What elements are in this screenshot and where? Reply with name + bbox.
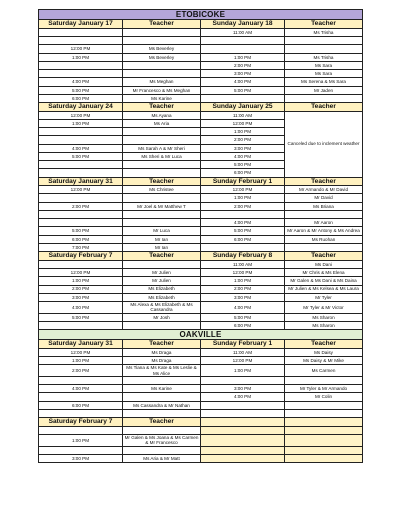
schedule-cell: 1:00 PM	[201, 128, 285, 136]
schedule-cell: 7:00 PM	[39, 243, 123, 251]
schedule-cell: 4:00 PM	[201, 152, 285, 160]
schedule-cell	[39, 409, 123, 417]
schedule-cell: 12:00 PM	[39, 186, 123, 194]
schedule-cell: Ms Beverley	[123, 53, 201, 61]
schedule-cell: Ms Sharon	[285, 313, 363, 321]
schedule-row	[39, 454, 363, 462]
schedule-cell	[123, 37, 201, 45]
schedule-cell: Mr Chris & Ms Elena	[285, 269, 363, 277]
schedule-row	[39, 385, 363, 393]
schedule-cell: Mr Francesco & Ms Meghan	[123, 86, 201, 94]
schedule-cell: 1:00 PM	[201, 194, 285, 202]
schedule-cell: Mr Tyler & Mr Victor	[285, 302, 363, 314]
schedule-cell	[201, 434, 285, 446]
schedule-cell: Ms Christee	[123, 186, 201, 194]
schedule-cell: 6:00 PM	[201, 321, 285, 329]
schedule-cell	[39, 321, 123, 329]
schedule-cell: 3:00 PM	[39, 293, 123, 301]
schedule-cell: 12:00 PM	[201, 357, 285, 365]
schedule-row	[39, 70, 363, 78]
schedule-cell	[285, 94, 363, 102]
schedule-cell: Ms Karine	[123, 94, 201, 102]
schedule-cell	[39, 128, 123, 136]
schedule-cell	[123, 260, 201, 268]
schedule-row	[39, 426, 363, 434]
schedule-cell: Mr Tyler & Mr Armando	[285, 385, 363, 393]
day-header-row	[39, 20, 363, 29]
schedule-cell: Ms Ruohan	[285, 235, 363, 243]
schedule-cell: Mr Julien & Ms Kelsea & Ms Laura	[285, 285, 363, 293]
schedule-cell	[123, 426, 201, 434]
schedule-cell: 5:00 PM	[201, 227, 285, 235]
schedule-cell	[39, 260, 123, 268]
column-header: Saturday January 17	[39, 20, 123, 29]
schedule-cell: Ms Trisha	[285, 53, 363, 61]
schedule-cell: Mr Luca	[123, 227, 201, 235]
schedule-row	[39, 202, 363, 210]
schedule-cell: 3:00 PM	[201, 385, 285, 393]
schedule-row	[39, 219, 363, 227]
schedule-cell: Mr Ian	[123, 243, 201, 251]
schedule-cell: Mr Josh	[123, 313, 201, 321]
schedule-cell	[285, 418, 363, 427]
schedule-row	[39, 186, 363, 194]
schedule-row	[39, 409, 363, 417]
column-header: Saturday February 7	[39, 418, 123, 427]
schedule-cell	[201, 243, 285, 251]
schedule-row	[39, 227, 363, 235]
schedule-cell: 4:00 PM	[201, 78, 285, 86]
schedule-cell: 4:00 PM	[201, 302, 285, 314]
schedule-cell	[201, 45, 285, 53]
column-header: Teacher	[123, 177, 201, 186]
schedule-cell: 5:00 PM	[39, 227, 123, 235]
schedule-cell: 12:00 PM	[201, 119, 285, 127]
schedule-cell: Ms Carmen	[285, 365, 363, 377]
day-header-row	[39, 252, 363, 261]
schedule-cell: 2:00 PM	[201, 202, 285, 210]
schedule-cell	[285, 409, 363, 417]
schedule-cell: 5:00 PM	[201, 161, 285, 169]
schedule-cell: Mr Colin	[285, 393, 363, 401]
schedule-cell: 5:00 PM	[39, 152, 123, 160]
schedule-row	[39, 86, 363, 94]
schedule-cell: 5:00 PM	[201, 313, 285, 321]
schedule-row	[39, 28, 363, 36]
column-header: Teacher	[285, 252, 363, 261]
schedule-cell: Mr Joel & Mr Matthew T	[123, 202, 201, 210]
schedule-cell: 4:00 PM	[39, 302, 123, 314]
schedule-cell	[201, 409, 285, 417]
schedule-cell	[201, 418, 285, 427]
schedule-cell	[39, 136, 123, 144]
schedule-cell	[285, 446, 363, 454]
schedule-cell	[123, 376, 201, 384]
schedule-cell	[201, 37, 285, 45]
schedule-cell	[123, 128, 201, 136]
schedule-cell: 6:00 PM	[39, 94, 123, 102]
schedule-cell: 11:00 AM	[201, 348, 285, 356]
schedule-cell: Mr Jaden	[285, 86, 363, 94]
column-header: Teacher	[285, 177, 363, 186]
schedule-cell	[285, 376, 363, 384]
schedule-cell	[201, 94, 285, 102]
schedule-cell: 2:00 PM	[39, 285, 123, 293]
schedule-cell: Mr Tyler	[285, 293, 363, 301]
schedule-cell: Ms Aria	[123, 119, 201, 127]
schedule-cell: 3:00 PM	[201, 144, 285, 152]
schedule-row	[39, 53, 363, 61]
column-header: Sunday January 25	[201, 103, 285, 112]
schedule-cell	[123, 194, 201, 202]
schedule-cell: Ms Ayana	[123, 111, 201, 119]
schedule-row	[39, 393, 363, 401]
schedule-cell	[201, 401, 285, 409]
column-header: Sunday January 18	[201, 20, 285, 29]
schedule-cell: 4:00 PM	[39, 78, 123, 86]
schedule-row	[39, 357, 363, 365]
schedule-cell	[123, 219, 201, 227]
schedule-cell: 3:00 PM	[201, 293, 285, 301]
schedule-cell: 3:00 PM	[201, 70, 285, 78]
schedule-cell: 4:00 PM	[39, 385, 123, 393]
schedule-cell	[39, 219, 123, 227]
schedule-row	[39, 401, 363, 409]
schedule-cell	[201, 376, 285, 384]
schedule-cell: 1:00 PM	[39, 119, 123, 127]
schedule-cell: Canceled due to inclement weather	[285, 111, 363, 177]
column-header: Saturday January 31	[39, 340, 123, 349]
schedule-cell: Ms Briana	[285, 202, 363, 210]
schedule-cell	[285, 401, 363, 409]
schedule-cell: Ms Beverley	[123, 45, 201, 53]
schedule-cell	[39, 161, 123, 169]
schedule-table	[38, 9, 363, 463]
schedule-cell: Ms Dani	[285, 260, 363, 268]
schedule-cell	[285, 243, 363, 251]
schedule-cell	[285, 434, 363, 446]
schedule-row	[39, 45, 363, 53]
schedule-row	[39, 37, 363, 45]
schedule-cell	[285, 37, 363, 45]
schedule-row	[39, 260, 363, 268]
schedule-cell	[39, 61, 123, 69]
schedule-cell: 3:00 PM	[39, 454, 123, 462]
schedule-row	[39, 78, 363, 86]
schedule-row	[39, 111, 363, 119]
schedule-cell: 11:00 AM	[201, 111, 285, 119]
column-header: Saturday January 24	[39, 103, 123, 112]
schedule-cell	[39, 169, 123, 177]
schedule-cell: 1:00 PM	[39, 277, 123, 285]
schedule-cell: 2:00 PM	[201, 285, 285, 293]
column-header: Sunday February 1	[201, 340, 285, 349]
schedule-cell: Ms Tiana & Ms Kate & Ms Leslie & Ms Alice	[123, 365, 201, 377]
schedule-cell: Ms Sharon	[285, 321, 363, 329]
schedule-cell	[39, 426, 123, 434]
schedule-row	[39, 446, 363, 454]
schedule-cell: 1:00 PM	[39, 357, 123, 365]
schedule-cell	[39, 70, 123, 78]
schedule-cell: 2:00 PM	[39, 365, 123, 377]
schedule-cell: 11:00 AM	[201, 28, 285, 36]
schedule-cell: Mr Galen & Ms Joana & Ms Carmen & Mr Francesco	[123, 434, 201, 446]
schedule-row	[39, 376, 363, 384]
schedule-cell	[285, 210, 363, 218]
schedule-cell: 12:00 PM	[39, 269, 123, 277]
schedule-cell: 4:00 PM	[201, 393, 285, 401]
schedule-cell: 1:00 PM	[201, 365, 285, 377]
day-header-row	[39, 103, 363, 112]
schedule-row	[39, 235, 363, 243]
schedule-cell: 12:00 PM	[39, 111, 123, 119]
schedule-cell	[39, 37, 123, 45]
schedule-row	[39, 243, 363, 251]
schedule-cell: 1:00 PM	[201, 53, 285, 61]
schedule-cell: 4:00 PM	[201, 219, 285, 227]
schedule-cell	[123, 70, 201, 78]
schedule-cell: Mr Ian	[123, 235, 201, 243]
location-title: ETOBICOKE	[39, 10, 363, 20]
schedule-cell: 5:00 PM	[39, 86, 123, 94]
schedule-cell	[123, 161, 201, 169]
schedule-cell: Ms Daisy & Mr Mike	[285, 357, 363, 365]
schedule-cell: 4:00 PM	[39, 144, 123, 152]
schedule-cell: Ms Daisy	[285, 348, 363, 356]
schedule-cell: 2:00 PM	[39, 202, 123, 210]
schedule-cell: Mr David	[285, 194, 363, 202]
schedule-cell: Ms Meghan	[123, 78, 201, 86]
schedule-cell: 5:00 PM	[39, 313, 123, 321]
schedule-row	[39, 293, 363, 301]
schedule-cell: Ms Elizabeth	[123, 285, 201, 293]
schedule-cell: 6:00 PM	[201, 235, 285, 243]
schedule-cell	[123, 136, 201, 144]
schedule-cell: Mr Aaron & Mr Antony & Ms Andrea	[285, 227, 363, 235]
schedule-cell: 1:00 PM	[201, 277, 285, 285]
schedule-cell: 2:00 PM	[201, 136, 285, 144]
column-header: Teacher	[123, 103, 201, 112]
schedule-cell	[201, 210, 285, 218]
column-header: Saturday January 31	[39, 177, 123, 186]
location-banner	[39, 330, 363, 340]
schedule-cell: Ms Karine	[123, 385, 201, 393]
column-header: Sunday February 8	[201, 252, 285, 261]
schedule-cell	[123, 446, 201, 454]
schedule-cell	[285, 45, 363, 53]
schedule-cell	[39, 210, 123, 218]
column-header: Saturday February 7	[39, 252, 123, 261]
schedule-cell	[285, 454, 363, 462]
schedule-cell	[285, 426, 363, 434]
schedule-cell: Mr Galen & Ms Dani & Ms Daina	[285, 277, 363, 285]
schedule-row	[39, 321, 363, 329]
schedule-cell: 12:00 PM	[39, 45, 123, 53]
schedule-row	[39, 194, 363, 202]
schedule-cell: Mr Julien	[123, 277, 201, 285]
schedule-cell: 1:00 PM	[39, 53, 123, 61]
column-header: Teacher	[123, 252, 201, 261]
schedule-cell: Ms Sara	[285, 70, 363, 78]
schedule-cell: Ms Serena & Ms Sara	[285, 78, 363, 86]
schedule-row	[39, 94, 363, 102]
schedule-cell	[39, 194, 123, 202]
schedule-cell: Ms Elizabeth	[123, 293, 201, 301]
schedule-cell: 1:00 PM	[39, 434, 123, 446]
schedule-cell	[123, 409, 201, 417]
schedule-cell	[39, 28, 123, 36]
location-title: OAKVILLE	[39, 330, 363, 340]
schedule-cell	[201, 426, 285, 434]
column-header: Teacher	[285, 340, 363, 349]
schedule-cell: Ms Alexa & Ms Elizabeth & Ms Cassandra	[123, 302, 201, 314]
schedule-row	[39, 277, 363, 285]
column-header: Teacher	[123, 340, 201, 349]
schedule-cell	[39, 446, 123, 454]
schedule-cell: Ms Draga	[123, 357, 201, 365]
schedule-row	[39, 210, 363, 218]
schedule-cell: 12:00 PM	[201, 186, 285, 194]
day-header-row	[39, 418, 363, 427]
day-header-row	[39, 340, 363, 349]
location-banner	[39, 10, 363, 20]
schedule-cell	[123, 210, 201, 218]
schedule-cell: 5:00 PM	[201, 86, 285, 94]
schedule-cell	[123, 321, 201, 329]
schedule-cell: 6:00 PM	[201, 169, 285, 177]
column-header: Teacher	[123, 20, 201, 29]
schedule-cell: Mr Julien	[123, 269, 201, 277]
schedule-row	[39, 348, 363, 356]
schedule-cell: Ms Sheri & Mr Luca	[123, 152, 201, 160]
schedule-cell	[201, 454, 285, 462]
schedule-cell: Ms Draga	[123, 348, 201, 356]
schedule-cell: 6:00 PM	[39, 401, 123, 409]
schedule-cell	[123, 61, 201, 69]
schedule-cell	[123, 28, 201, 36]
schedule-row	[39, 302, 363, 314]
schedule-row	[39, 365, 363, 377]
schedule-cell: Ms Sarah A & Mr Sheri	[123, 144, 201, 152]
schedule-cell	[201, 446, 285, 454]
schedule-cell: Ms Trisha	[285, 28, 363, 36]
schedule-row	[39, 61, 363, 69]
day-header-row	[39, 177, 363, 186]
schedule-cell: Ms Sara	[285, 61, 363, 69]
schedule-cell: 11:00 AM	[201, 260, 285, 268]
schedule-row	[39, 434, 363, 446]
schedule-cell: 6:00 PM	[39, 235, 123, 243]
schedule-cell: 12:00 PM	[201, 269, 285, 277]
schedule-cell	[39, 376, 123, 384]
schedule-row	[39, 313, 363, 321]
schedule-cell	[39, 393, 123, 401]
schedule-cell: Ms Aria & Mr Matt	[123, 454, 201, 462]
column-header: Teacher	[285, 103, 363, 112]
schedule-cell: 12:00 PM	[39, 348, 123, 356]
schedule-cell: Ms Cassandra & Mr Nathan	[123, 401, 201, 409]
schedule-cell: Mr Armando & Mr David	[285, 186, 363, 194]
schedule-row	[39, 269, 363, 277]
schedule-row	[39, 285, 363, 293]
schedule-cell: Mr Aaron	[285, 219, 363, 227]
column-header: Teacher	[285, 20, 363, 29]
column-header: Teacher	[123, 418, 201, 427]
schedule-cell	[123, 169, 201, 177]
schedule-cell	[123, 393, 201, 401]
column-header: Sunday February 1	[201, 177, 285, 186]
schedule-cell: 2:00 PM	[201, 61, 285, 69]
